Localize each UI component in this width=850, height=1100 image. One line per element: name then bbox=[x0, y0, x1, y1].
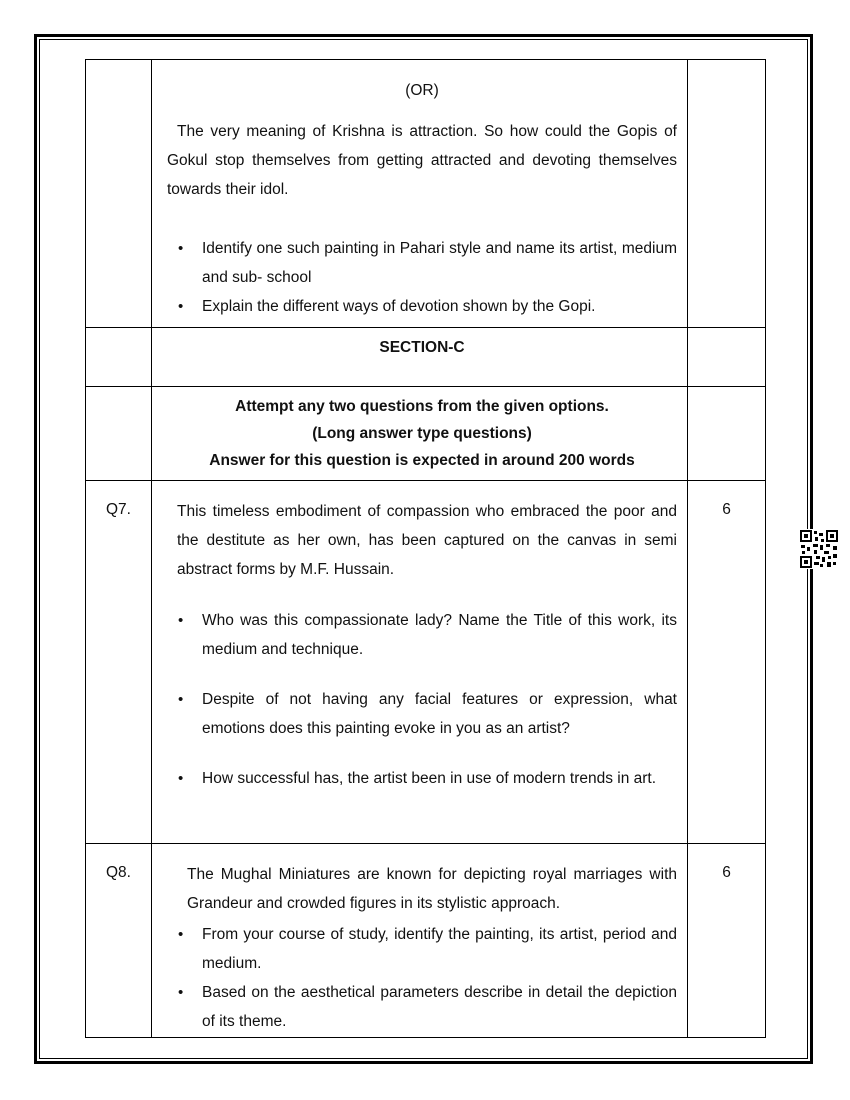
instructions-row bbox=[86, 387, 766, 481]
question-number: Q7. bbox=[86, 481, 152, 844]
list-item: • Based on the aesthetical parameters describe in detail the depiction of its theme. bbox=[202, 978, 677, 1036]
or-question-body bbox=[152, 60, 688, 328]
question-body-q8 bbox=[152, 844, 688, 1038]
question-paragraph: The Mughal Miniatures are known for depicting royal marriages with Grandeur and crowded figures in its stylistic approach. bbox=[187, 866, 677, 912]
or-label: (OR) bbox=[405, 82, 439, 99]
or-bullet-list bbox=[167, 234, 677, 321]
marks-cell-empty bbox=[688, 60, 766, 328]
question-paragraph: This timeless embodiment of compassion who embraced the poor and the destitute as her own, has been captured on the canvas in semi abstract forms by M.F. Hussain. bbox=[177, 503, 677, 578]
marks: 6 bbox=[688, 844, 766, 1038]
question-row-q8 bbox=[86, 844, 766, 1038]
instruction-line: (Long answer type questions) bbox=[312, 425, 532, 442]
marks-cell-empty bbox=[688, 328, 766, 387]
instructions-cell bbox=[152, 387, 688, 481]
instruction-line: Answer for this question is expected in around 200 words bbox=[209, 452, 635, 469]
instruction-line: Attempt any two questions from the given options. bbox=[235, 398, 609, 415]
list-item: • Who was this compassionate lady? Name the Title of this work, its medium and technique. bbox=[202, 606, 677, 664]
question-row-q7 bbox=[86, 481, 766, 844]
section-heading bbox=[152, 328, 688, 387]
q8-bullet-list bbox=[167, 920, 677, 1036]
marks-cell-empty bbox=[688, 387, 766, 481]
question-paper-table bbox=[85, 59, 766, 1038]
list-item: • Explain the different ways of devotion shown by the Gopi. bbox=[202, 292, 677, 321]
qno-cell-empty bbox=[86, 387, 152, 481]
or-question-row bbox=[86, 60, 766, 328]
q7-bullet-list bbox=[167, 606, 677, 793]
marks: 6 bbox=[688, 481, 766, 844]
section-title: SECTION-C bbox=[379, 339, 465, 356]
qr-code-icon bbox=[799, 529, 839, 569]
list-item: • How successful has, the artist been in use of modern trends in art. bbox=[202, 764, 677, 793]
question-number: Q8. bbox=[86, 844, 152, 1038]
list-item: • Identify one such painting in Pahari style and name its artist, medium and sub- school bbox=[202, 234, 677, 292]
list-item: • From your course of study, identify the painting, its artist, period and medium. bbox=[202, 920, 677, 978]
section-heading-row bbox=[86, 328, 766, 387]
list-item: • Despite of not having any facial features or expression, what emotions does this painting evoke in you as an artist? bbox=[202, 685, 677, 743]
question-body-q7 bbox=[152, 481, 688, 844]
qno-cell-empty bbox=[86, 328, 152, 387]
or-paragraph: The very meaning of Krishna is attraction. So how could the Gopis of Gokul stop themselves from getting attracted and devoting themselves towards their idol. bbox=[167, 123, 677, 198]
qno-cell-empty bbox=[86, 60, 152, 328]
